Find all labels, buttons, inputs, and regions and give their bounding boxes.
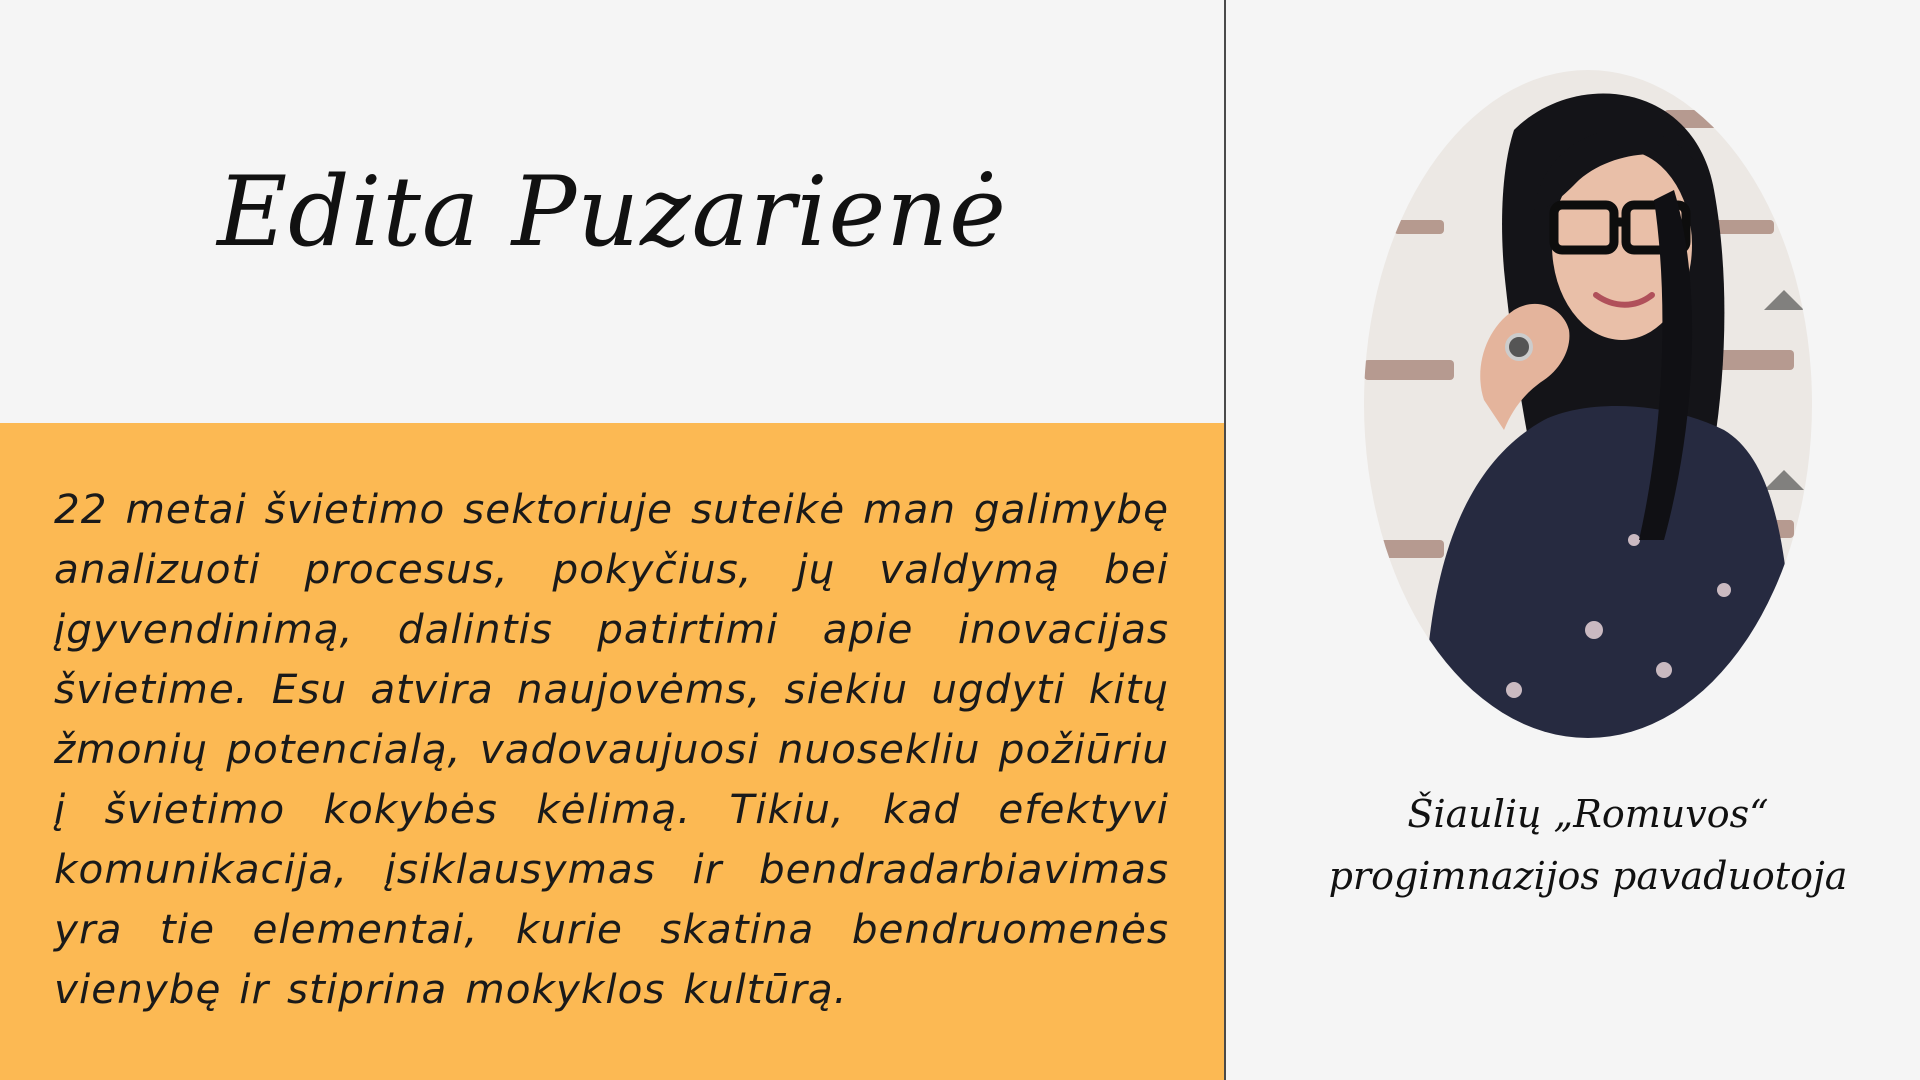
role-caption [1300, 783, 1876, 907]
person-name-title: Edita Puzarienė [217, 156, 1007, 268]
caption-line-school: Šiaulių „Romuvos“ [1407, 792, 1769, 836]
portrait-photo [1364, 70, 1812, 738]
caption-line-position: progimnazijos pavaduotoja [1328, 854, 1848, 898]
vertical-divider [1224, 0, 1226, 1080]
bio-text: 22 metai švietimo sektoriuje suteikė man galimybę analizuoti procesus, pokyčius, jų valdymą bei įgyvendinimą, dalintis patirtimi apie inovacijas švietime. Esu atvira naujovėms, siekiu ugdyti kitų žmonių potencialą, vadovaujuosi nuosekliu požiūriu į švietimo kokybės kėlimą. Tikiu, kad efektyvi komunikacija, įsiklausymas ir bendradarbiavimas yra tie elementai, kurie skatina bendruomenės vienybę ir stiprina mokyklos kultūrą. [54, 485, 1169, 1013]
